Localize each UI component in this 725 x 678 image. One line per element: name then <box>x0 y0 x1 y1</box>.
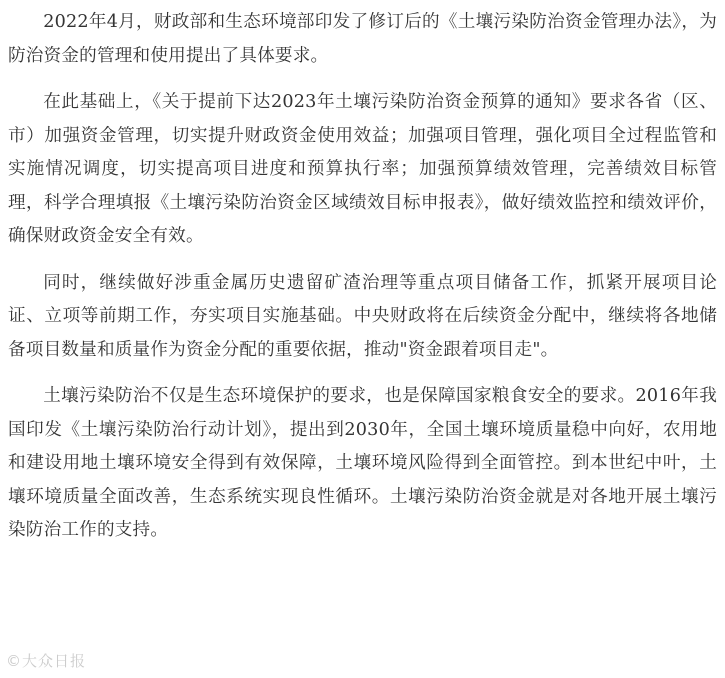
article-body <box>8 6 717 561</box>
paragraph-2: 在此基础上，《关于提前下达2023年土壤污染防治资金预算的通知》要求各省（区、市）加强资金管理，切实提升财政资金使用效益；加强项目管理，强化项目全过程监管和实施情况调度，切实提高项目进度和预算执行率；加强预算绩效管理，完善绩效目标管理，科学合理填报《土壤污染防治资金区域绩效目标申报表》，做好绩效监控和绩效评价，确保财政资金安全有效。 <box>8 92 717 246</box>
paragraph-4: 土壤污染防治不仅是生态环境保护的要求，也是保障国家粮食安全的要求。2016年我国印发《土壤污染防治行动计划》，提出到2030年，全国土壤环境质量稳中向好，农用地和建设用地土壤环境安全得到有效保障，土壤环境风险得到全面管控。到本世纪中叶，土壤环境质量全面改善，生态系统实现良性循环。土壤污染防治资金就是对各地开展土壤污染防治工作的支持。 <box>8 386 717 540</box>
paragraph-1: 2022年4月，财政部和生态环境部印发了修订后的《土壤污染防治资金管理办法》，为防治资金的管理和使用提出了具体要求。 <box>8 12 717 66</box>
paragraph-3: 同时，继续做好涉重金属历史遗留矿渣治理等重点项目储备工作，抓紧开展项目论证、立项等前期工作，夯实项目实施基础。中央财政将在后续资金分配中，继续将各地储备项目数量和质量作为资金分配的重要依据，推动"资金跟着项目走"。 <box>8 272 717 360</box>
watermark-logo: ©大众日报 <box>6 652 87 670</box>
